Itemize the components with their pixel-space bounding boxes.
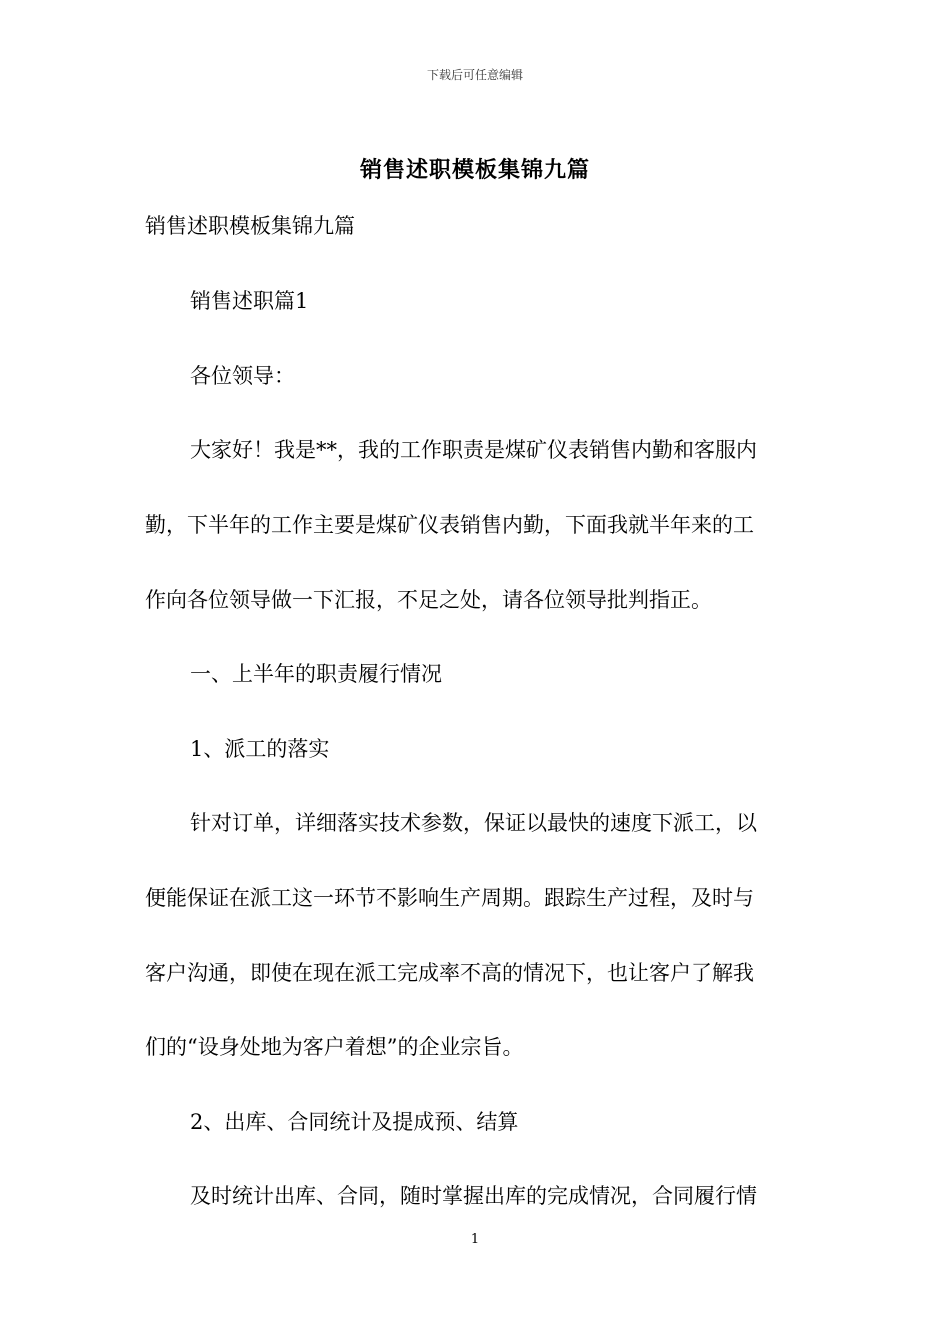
paragraph-line: 勤，下半年的工作主要是煤矿仪表销售内勤，下面我就半年来的工 [145, 513, 754, 537]
paragraph-line: 大家好！我是**，我的工作职责是煤矿仪表销售内勤和客服内 [190, 438, 757, 462]
subsection-heading: 一、上半年的职责履行情况 [190, 662, 442, 686]
document-title: 销售述职模板集锦九篇 [359, 157, 590, 183]
paragraph-line: 作向各位领导做一下汇报，不足之处，请各位领导批判指正。 [145, 588, 712, 612]
paragraph-line: 针对订单，详细落实技术参数，保证以最快的速度下派工，以 [190, 811, 757, 835]
page-header: 下载后可任意编辑 [426, 68, 523, 82]
paragraph-line: 便能保证在派工这一环节不影响生产周期。跟踪生产过程，及时与 [145, 886, 754, 910]
doc-subtitle-line: 销售述职模板集锦九篇 [145, 214, 355, 238]
section-heading: 销售述职篇1 [190, 289, 309, 313]
paragraph-line: 们的“设身处地为客户着想”的企业宗旨。 [145, 1035, 524, 1059]
salutation: 各位领导： [190, 364, 295, 388]
item-heading: 1、派工的落实 [190, 737, 330, 761]
paragraph-line: 客户沟通，即使在现在派工完成率不高的情况下，也让客户了解我 [145, 961, 754, 985]
paragraph-line: 及时统计出库、合同，随时掌握出库的完成情况，合同履行情 [190, 1184, 757, 1208]
page-number: 1 [470, 1232, 480, 1247]
item-heading: 2、出库、合同统计及提成预、结算 [190, 1110, 519, 1134]
